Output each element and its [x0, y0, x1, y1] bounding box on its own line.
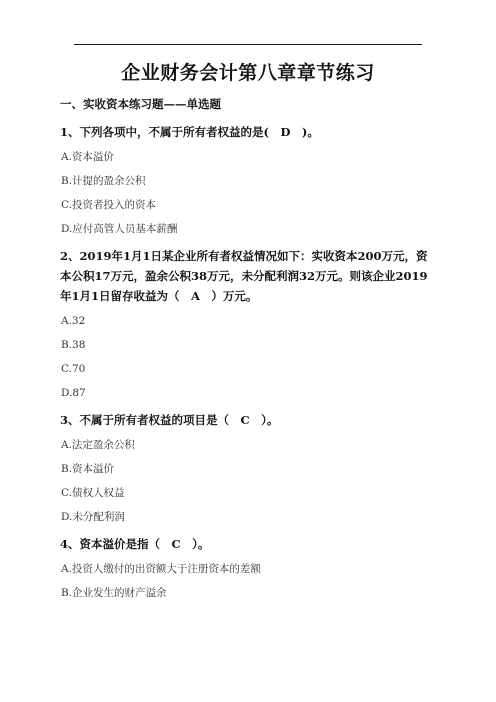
question-text: 2、2019年1月1日某企业所有者权益情况如下：实收资本200万元，资本公积17万元，盈余公积38万元，未分配利润32万元。则该企业2019年1月1日留存收益为（ A ）万元。	[60, 249, 428, 303]
option-c: C.债权人权益	[61, 487, 125, 499]
option-c: C.70	[61, 363, 86, 375]
question-text: 4、资本溢价是指（ C ）。	[60, 537, 210, 551]
option-d: D.应付高管人员基本薪酬	[61, 223, 178, 235]
question-3	[60, 410, 432, 524]
option-a: A.资本溢价	[61, 151, 114, 163]
question-2	[60, 246, 432, 400]
option-b: B.计提的盈余公积	[61, 175, 146, 187]
option-d: D.87	[61, 387, 86, 399]
option-b: B.38	[61, 339, 86, 351]
page-title: 企业财务会计第八章章节练习	[121, 62, 375, 84]
question-1	[60, 122, 432, 236]
header-rule	[74, 44, 422, 45]
option-d: D.未分配利润	[61, 511, 125, 523]
question-text: 3、不属于所有者权益的项目是（ C ）。	[60, 413, 279, 427]
question-4	[60, 534, 432, 600]
option-c: C.投资者投入的资本	[61, 199, 156, 211]
option-a: A.法定盈余公积	[61, 439, 135, 451]
option-a: A.投资人缴付的出资额大于注册资本的差额	[61, 563, 261, 575]
question-text: 1、下列各项中，不属于所有者权益的是( D )。	[60, 125, 319, 139]
document-body	[60, 96, 432, 610]
option-b: B.资本溢价	[61, 463, 115, 475]
option-b: B.企业发生的财产溢余	[61, 587, 167, 599]
option-a: A.32	[61, 315, 86, 327]
section-heading: 一、实收资本练习题——单选题	[60, 97, 221, 111]
